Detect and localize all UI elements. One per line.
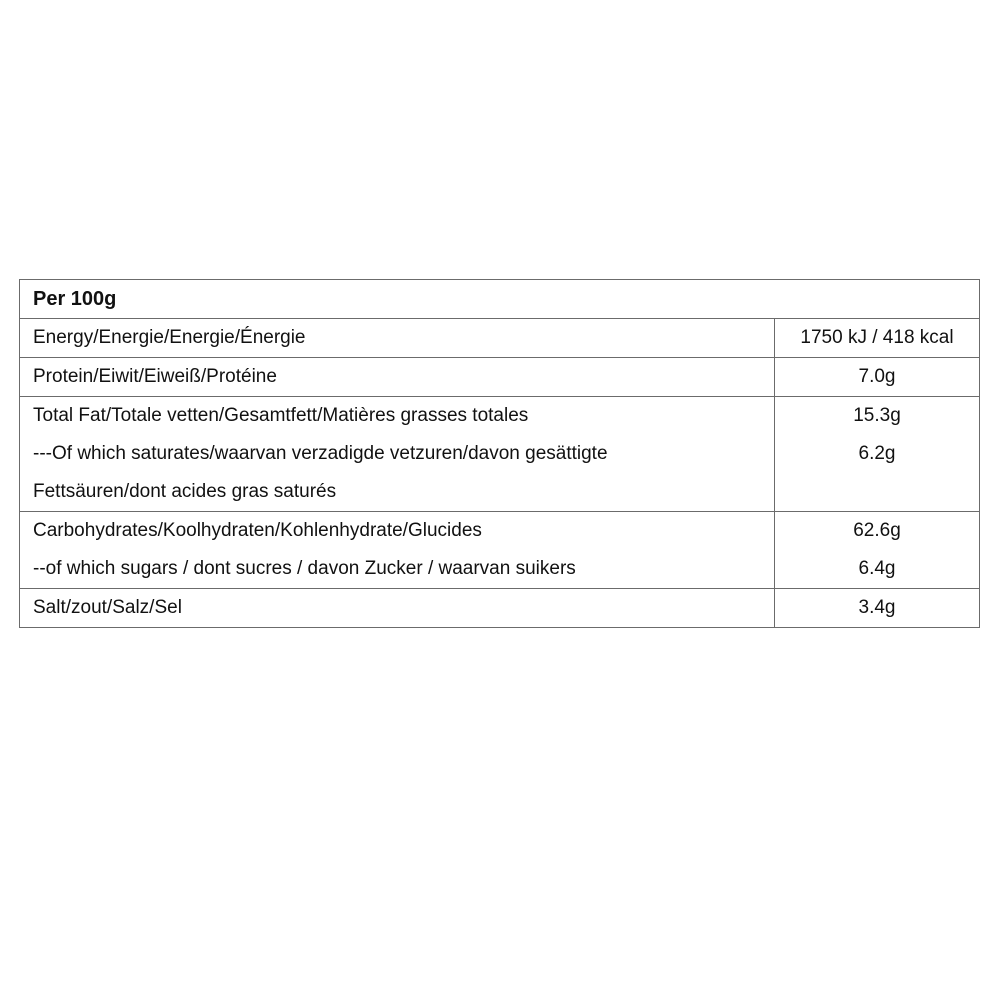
nutrition-row-energy xyxy=(20,319,980,358)
nutrition-row-protein xyxy=(20,358,980,397)
nutrition-table xyxy=(19,279,980,628)
nutrient-value: 15.3g xyxy=(853,405,901,426)
nutrient-sublabel-continued: Fettsäuren/dont acides gras saturés xyxy=(33,481,337,502)
table-header: Per 100g xyxy=(33,288,117,310)
nutrient-subvalue: 6.4g xyxy=(858,558,896,579)
nutrient-value: 7.0g xyxy=(858,366,896,387)
nutrient-value: 1750 kJ / 418 kcal xyxy=(800,327,954,348)
nutrient-value: 3.4g xyxy=(858,597,896,618)
nutrient-label: Energy/Energie/Energie/Énergie xyxy=(33,327,306,348)
nutrient-value-cell xyxy=(775,397,980,512)
nutrient-subvalue: 6.2g xyxy=(858,443,896,464)
table-header-cell xyxy=(20,280,980,319)
nutrient-sublabel: ---Of which saturates/waarvan verzadigde vetzuren/davon gesättigte xyxy=(33,443,608,464)
nutrient-label-cell xyxy=(20,397,775,512)
nutrition-row-carbohydrates xyxy=(20,512,980,589)
nutrient-sublabel: --of which sugars / dont sucres / davon Zucker / waarvan suikers xyxy=(33,558,576,579)
nutrient-value: 62.6g xyxy=(853,520,901,541)
table-header-row xyxy=(20,280,980,319)
nutrient-label: Carbohydrates/Koolhydraten/Kohlenhydrate/Glucides xyxy=(33,520,482,541)
nutrient-label-cell xyxy=(20,589,775,628)
nutrient-value-cell xyxy=(775,512,980,589)
nutrient-label-cell xyxy=(20,358,775,397)
nutrient-label: Total Fat/Totale vetten/Gesamtfett/Matières grasses totales xyxy=(33,405,529,426)
nutrient-value-cell xyxy=(775,358,980,397)
nutrition-row-fat xyxy=(20,397,980,512)
nutrient-label: Salt/zout/Salz/Sel xyxy=(33,597,182,618)
nutrient-value-cell xyxy=(775,589,980,628)
nutrition-row-salt xyxy=(20,589,980,628)
nutrient-label-cell xyxy=(20,319,775,358)
nutrient-label-cell xyxy=(20,512,775,589)
nutrient-value-cell xyxy=(775,319,980,358)
nutrient-label: Protein/Eiwit/Eiweiß/Protéine xyxy=(33,366,277,387)
